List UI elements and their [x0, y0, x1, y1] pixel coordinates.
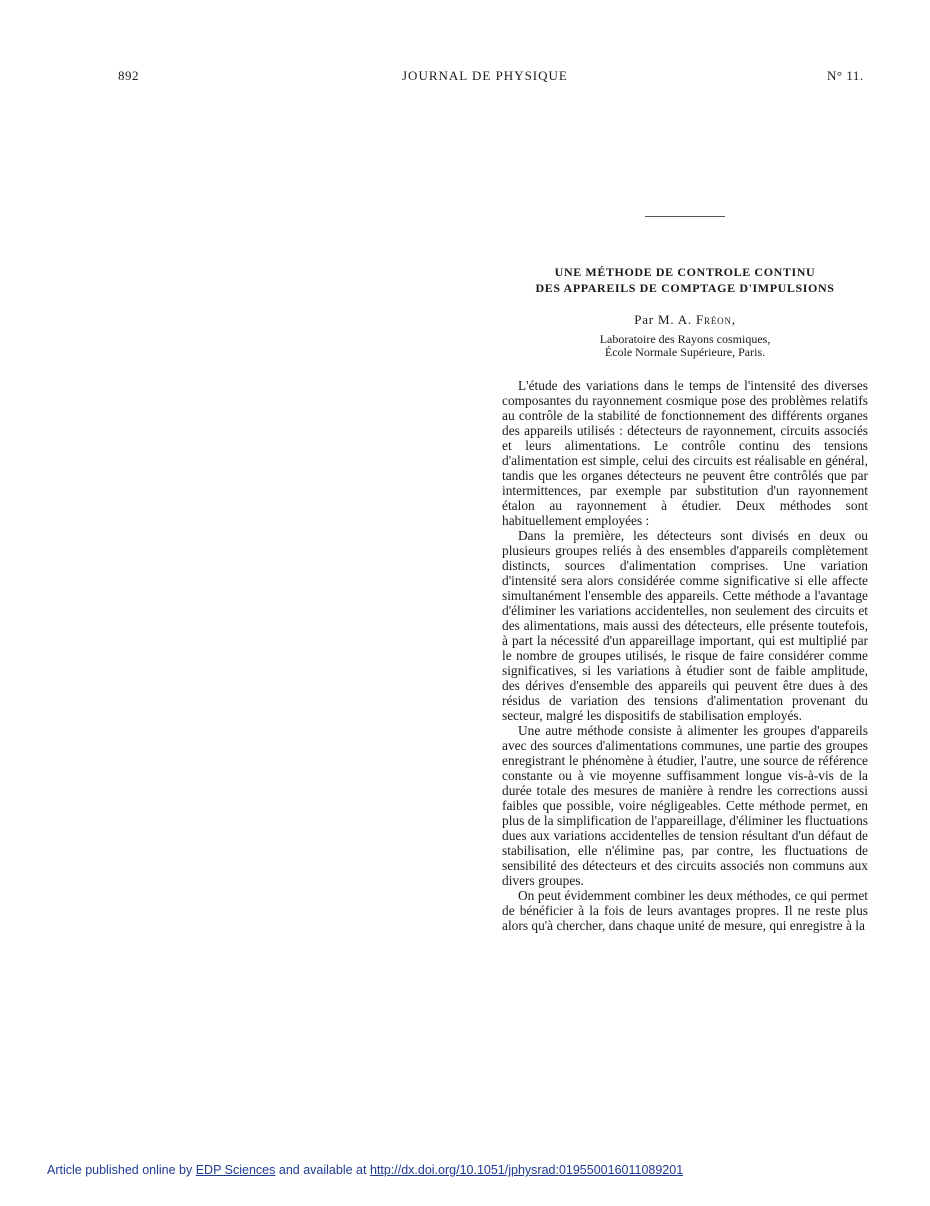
publication-footer — [47, 1163, 683, 1177]
issue-number: N° 11. — [827, 68, 864, 83]
journal-title: JOURNAL DE PHYSIQUE — [402, 68, 568, 83]
affiliation-line-2: École Normale Supérieure, Paris. — [604, 345, 766, 359]
author-name: Fréon, — [696, 312, 736, 327]
title-line-1: UNE MÉTHODE DE CONTROLE CONTINU — [554, 265, 816, 279]
footer-prefix: Article published online by — [47, 1163, 193, 1177]
publisher-link[interactable]: EDP Sciences — [195, 1163, 276, 1177]
footer-middle: and available at — [278, 1163, 367, 1177]
article-body — [502, 378, 868, 933]
doi-link[interactable]: http://dx.doi.org/10.1051/jphysrad:019550016011089201 — [369, 1163, 684, 1177]
paragraph-1: L'étude des variations dans le temps de l'intensité des diverses composantes du rayonnement cosmique pose des problèmes relatifs au contrôle de la stabilité de fonctionnement des différents organes des appareils utilisés : détecteurs de rayonnement, circuits associés et leurs alimentations. Le contrôle continu des tensions d'alimentation est simple, celui des circuits est réalisable en général, tandis que les organes détecteurs ne peuvent être contrôlés que par intermittences, par exemple par substitution d'un rayonnement étalon au rayonnement à étudier. Deux méthodes sont habituellement employées : — [502, 378, 868, 528]
paragraph-3: Une autre méthode consiste à alimenter les groupes d'appareils avec des sources d'alimentations communes, une partie des groupes enregistrant le phénomène à étudier, l'autre, une source de référence constante ou à vie moyenne suffisamment longue vis-à-vis de la durée totale des mesures de manière à rendre les corrections aussi faibles que possible, voire négligeables. Cette méthode permet, en plus de la simplification de l'appareillage, d'éliminer les fluctuations dues aux variations accidentelles de tension résultant d'un défaut de stabilisation, elle n'élimine pas, par contre, les fluctuations de sensibilité des détecteurs et des circuits associés non communs aux divers groupes. — [502, 723, 868, 888]
author-line — [502, 312, 868, 328]
title-line-2: DES APPAREILS DE COMPTAGE D'IMPULSIONS — [535, 281, 835, 295]
affiliation-line-1: Laboratoire des Rayons cosmiques, — [599, 332, 771, 346]
article-title — [502, 264, 868, 296]
page-number: 892 — [118, 68, 139, 83]
author-prefix: Par M. A. — [634, 312, 692, 327]
paragraph-2: Dans la première, les détecteurs sont divisés en deux ou plusieurs groupes reliés à des ensembles d'appareils complètement distincts, sources d'alimentation comprises. Une variation d'intensité sera alors considérée comme significative si elle affecte simultanément l'ensemble des appareils. Cette méthode a l'avantage d'éliminer les variations accidentelles, non seulement des circuits et des alimentations, mais aussi des détecteurs, elle présente toutefois, à part la nécessité d'un appareillage important, qui est multiplié par le nombre de groupes utilisés, le risque de faire considérer comme significatives, si les variations à étudier sont de faible amplitude, des dérives d'ensemble des appareils qui peuvent être dues à des résidus de variation des tensions d'alimentation provenant du secteur, malgré les dispositifs de stabilisation employés. — [502, 528, 868, 723]
paragraph-4: On peut évidemment combiner les deux méthodes, ce qui permet de bénéficier à la fois de leurs avantages propres. Il ne reste plus alors qu'à chercher, dans chaque unité de mesure, qui enregistre à la — [502, 888, 868, 933]
section-divider — [645, 216, 725, 217]
affiliation — [502, 333, 868, 359]
